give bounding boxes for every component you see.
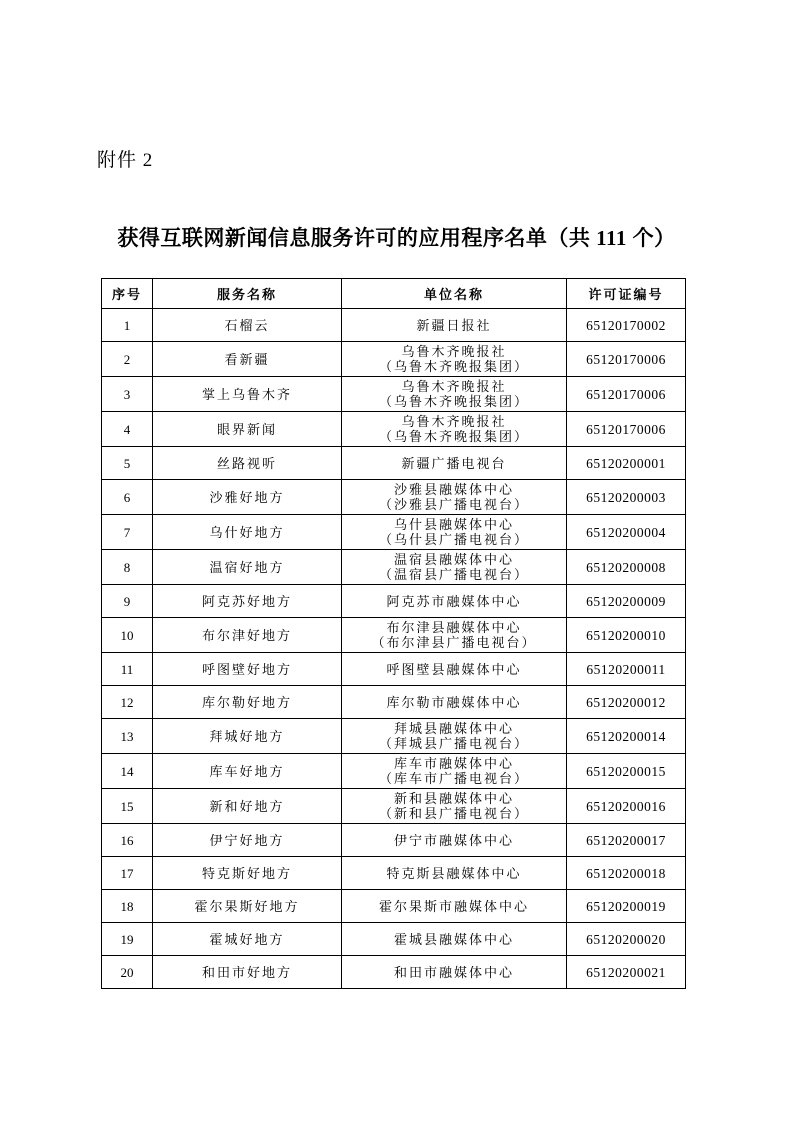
unit-name-cell bbox=[342, 890, 567, 923]
unit-name-cell bbox=[342, 309, 567, 342]
unit-name-line: 新疆广播电视台 bbox=[401, 455, 507, 471]
unit-name-line: 特克斯县融媒体中心 bbox=[386, 865, 522, 881]
row-number-cell: 20 bbox=[102, 956, 153, 989]
table-row bbox=[102, 719, 686, 754]
unit-name-cell bbox=[342, 412, 567, 447]
table-row bbox=[102, 309, 686, 342]
unit-name-line: 呼图壁县融媒体中心 bbox=[386, 661, 522, 677]
service-name-cell: 掌上乌鲁木齐 bbox=[153, 377, 342, 412]
license-number-cell: 65120200010 bbox=[567, 618, 686, 653]
unit-name-cell bbox=[342, 377, 567, 412]
row-number-cell: 18 bbox=[102, 890, 153, 923]
service-name-cell: 乌什好地方 bbox=[153, 515, 342, 550]
unit-name-cell bbox=[342, 550, 567, 585]
unit-name-cell bbox=[342, 686, 567, 719]
unit-name-line: （乌鲁木齐晚报集团） bbox=[378, 359, 529, 374]
row-number-cell: 5 bbox=[102, 447, 153, 480]
unit-name-cell bbox=[342, 585, 567, 618]
table-header-row bbox=[102, 279, 686, 309]
license-number-cell: 65120170006 bbox=[567, 342, 686, 377]
row-number-cell: 19 bbox=[102, 923, 153, 956]
table-row bbox=[102, 754, 686, 789]
license-number-cell: 65120200018 bbox=[567, 857, 686, 890]
row-number-cell: 16 bbox=[102, 824, 153, 857]
row-number-cell: 14 bbox=[102, 754, 153, 789]
unit-name-line: （乌鲁木齐晚报集团） bbox=[378, 429, 529, 444]
attachment-label: 附件 2 bbox=[97, 150, 154, 171]
unit-name-line: 沙雅县融媒体中心 bbox=[393, 482, 514, 497]
unit-name-cell bbox=[342, 789, 567, 824]
license-number-cell: 65120200020 bbox=[567, 923, 686, 956]
license-number-cell: 65120200019 bbox=[567, 890, 686, 923]
service-name-cell: 和田市好地方 bbox=[153, 956, 342, 989]
license-number-cell: 65120200017 bbox=[567, 824, 686, 857]
row-number-cell: 8 bbox=[102, 550, 153, 585]
row-number-cell: 11 bbox=[102, 653, 153, 686]
unit-name-line: 乌鲁木齐晚报社 bbox=[401, 414, 507, 429]
unit-name-cell bbox=[342, 754, 567, 789]
license-table bbox=[101, 278, 686, 989]
unit-name-line: （乌鲁木齐晚报集团） bbox=[378, 394, 529, 409]
service-name-cell: 眼界新闻 bbox=[153, 412, 342, 447]
unit-name-cell bbox=[342, 857, 567, 890]
unit-name-line: 布尔津县融媒体中心 bbox=[386, 620, 522, 635]
service-name-cell: 新和好地方 bbox=[153, 789, 342, 824]
service-name-cell: 看新疆 bbox=[153, 342, 342, 377]
license-number-cell: 65120200016 bbox=[567, 789, 686, 824]
table-row bbox=[102, 342, 686, 377]
unit-name-line: 温宿县融媒体中心 bbox=[393, 552, 514, 567]
unit-name-line: 乌什县融媒体中心 bbox=[393, 517, 514, 532]
service-name-cell: 伊宁好地方 bbox=[153, 824, 342, 857]
unit-name-line: 库车市融媒体中心 bbox=[393, 756, 514, 771]
unit-name-cell bbox=[342, 923, 567, 956]
unit-name-line: （库车市广播电视台） bbox=[378, 771, 529, 786]
service-name-cell: 库车好地方 bbox=[153, 754, 342, 789]
row-number-cell: 3 bbox=[102, 377, 153, 412]
license-number-cell: 65120200004 bbox=[567, 515, 686, 550]
table-row bbox=[102, 618, 686, 653]
unit-name-cell bbox=[342, 956, 567, 989]
col-header-service: 服务名称 bbox=[153, 279, 342, 309]
license-number-cell: 65120200012 bbox=[567, 686, 686, 719]
license-number-cell: 65120200009 bbox=[567, 585, 686, 618]
unit-name-line: （沙雅县广播电视台） bbox=[378, 497, 529, 512]
row-number-cell: 10 bbox=[102, 618, 153, 653]
unit-name-line: 阿克苏市融媒体中心 bbox=[386, 593, 522, 609]
service-name-cell: 石榴云 bbox=[153, 309, 342, 342]
table-row bbox=[102, 585, 686, 618]
col-header-license: 许可证编号 bbox=[567, 279, 686, 309]
license-number-cell: 65120200021 bbox=[567, 956, 686, 989]
service-name-cell: 特克斯好地方 bbox=[153, 857, 342, 890]
unit-name-line: 乌鲁木齐晚报社 bbox=[401, 344, 507, 359]
row-number-cell: 1 bbox=[102, 309, 153, 342]
unit-name-cell bbox=[342, 515, 567, 550]
unit-name-line: （布尔津县广播电视台） bbox=[371, 635, 537, 650]
unit-name-cell bbox=[342, 719, 567, 754]
table-row bbox=[102, 653, 686, 686]
table-row bbox=[102, 956, 686, 989]
table-row bbox=[102, 789, 686, 824]
row-number-cell: 12 bbox=[102, 686, 153, 719]
unit-name-cell bbox=[342, 618, 567, 653]
unit-name-line: （拜城县广播电视台） bbox=[378, 736, 529, 751]
license-number-cell: 65120170006 bbox=[567, 377, 686, 412]
unit-name-line: （新和县广播电视台） bbox=[378, 806, 529, 821]
table-row bbox=[102, 550, 686, 585]
unit-name-line: 乌鲁木齐晚报社 bbox=[401, 379, 507, 394]
service-name-cell: 沙雅好地方 bbox=[153, 480, 342, 515]
col-header-index: 序号 bbox=[102, 279, 153, 309]
row-number-cell: 7 bbox=[102, 515, 153, 550]
license-number-cell: 65120200011 bbox=[567, 653, 686, 686]
table-row bbox=[102, 857, 686, 890]
table-row bbox=[102, 377, 686, 412]
license-number-cell: 65120200014 bbox=[567, 719, 686, 754]
unit-name-line: 和田市融媒体中心 bbox=[393, 964, 514, 980]
service-name-cell: 霍尔果斯好地方 bbox=[153, 890, 342, 923]
row-number-cell: 17 bbox=[102, 857, 153, 890]
row-number-cell: 13 bbox=[102, 719, 153, 754]
table-row bbox=[102, 686, 686, 719]
license-number-cell: 65120200008 bbox=[567, 550, 686, 585]
service-name-cell: 拜城好地方 bbox=[153, 719, 342, 754]
unit-name-line: 霍尔果斯市融媒体中心 bbox=[378, 898, 529, 914]
license-number-cell: 65120200003 bbox=[567, 480, 686, 515]
table-row bbox=[102, 923, 686, 956]
unit-name-line: （乌什县广播电视台） bbox=[378, 532, 529, 547]
unit-name-line: 拜城县融媒体中心 bbox=[393, 721, 514, 736]
license-table-body bbox=[102, 309, 686, 989]
license-number-cell: 65120170006 bbox=[567, 412, 686, 447]
row-number-cell: 4 bbox=[102, 412, 153, 447]
unit-name-cell bbox=[342, 342, 567, 377]
unit-name-line: 库尔勒市融媒体中心 bbox=[386, 694, 522, 710]
table-row bbox=[102, 515, 686, 550]
unit-name-line: 新和县融媒体中心 bbox=[393, 791, 514, 806]
unit-name-line: 新疆日报社 bbox=[416, 317, 492, 333]
unit-name-cell bbox=[342, 447, 567, 480]
license-number-cell: 65120200015 bbox=[567, 754, 686, 789]
table-row bbox=[102, 480, 686, 515]
row-number-cell: 9 bbox=[102, 585, 153, 618]
service-name-cell: 阿克苏好地方 bbox=[153, 585, 342, 618]
table-row bbox=[102, 412, 686, 447]
unit-name-line: 伊宁市融媒体中心 bbox=[393, 832, 514, 848]
service-name-cell: 丝路视听 bbox=[153, 447, 342, 480]
service-name-cell: 库尔勒好地方 bbox=[153, 686, 342, 719]
unit-name-line: （温宿县广播电视台） bbox=[378, 567, 529, 582]
row-number-cell: 6 bbox=[102, 480, 153, 515]
license-number-cell: 65120200001 bbox=[567, 447, 686, 480]
unit-name-line: 霍城县融媒体中心 bbox=[393, 931, 514, 947]
service-name-cell: 布尔津好地方 bbox=[153, 618, 342, 653]
license-number-cell: 65120170002 bbox=[567, 309, 686, 342]
row-number-cell: 15 bbox=[102, 789, 153, 824]
unit-name-cell bbox=[342, 480, 567, 515]
table-row bbox=[102, 447, 686, 480]
row-number-cell: 2 bbox=[102, 342, 153, 377]
unit-name-cell bbox=[342, 824, 567, 857]
service-name-cell: 呼图壁好地方 bbox=[153, 653, 342, 686]
table-row bbox=[102, 824, 686, 857]
table-row bbox=[102, 890, 686, 923]
service-name-cell: 温宿好地方 bbox=[153, 550, 342, 585]
page-title: 获得互联网新闻信息服务许可的应用程序名单（共 111 个） bbox=[117, 226, 676, 250]
unit-name-cell bbox=[342, 653, 567, 686]
service-name-cell: 霍城好地方 bbox=[153, 923, 342, 956]
col-header-unit: 单位名称 bbox=[342, 279, 567, 309]
